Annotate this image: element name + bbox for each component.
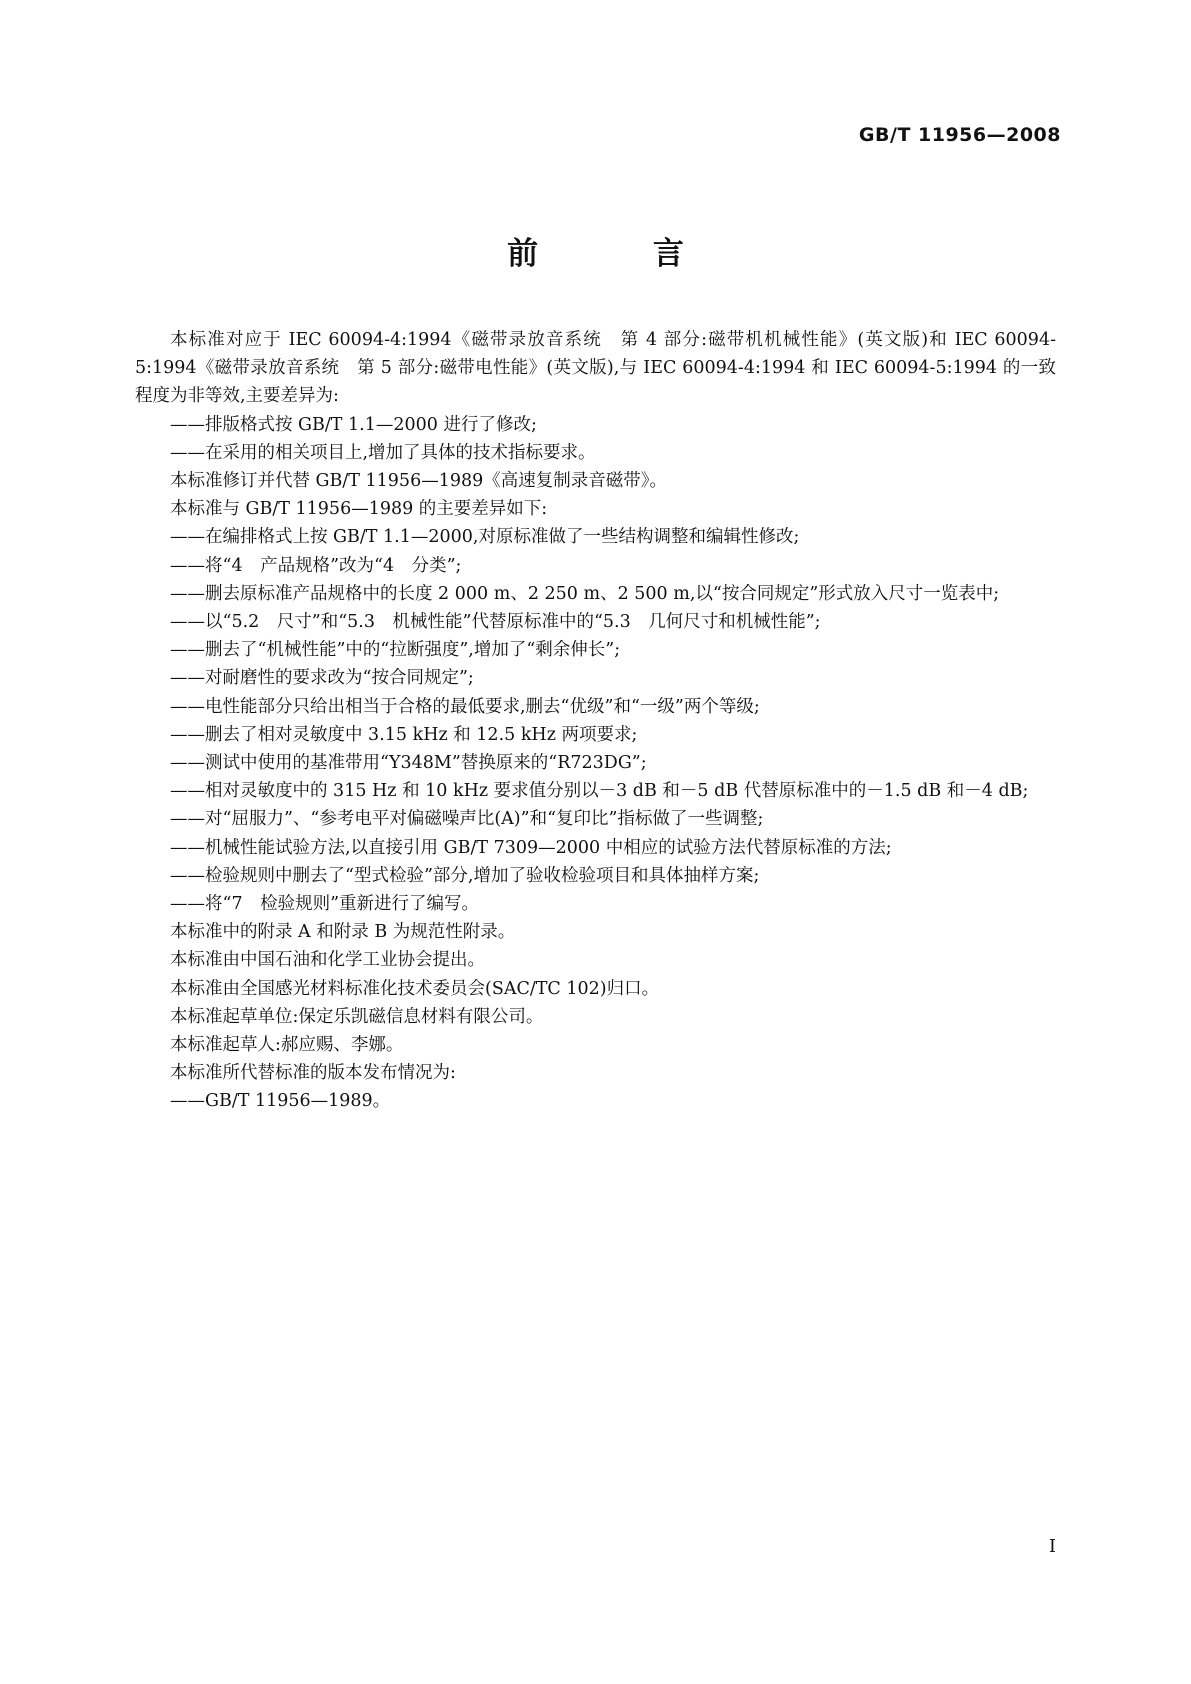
- list-item-text: 对耐磨性的要求改为“按合同规定”;: [205, 668, 474, 689]
- dash-mark: ——: [170, 724, 205, 745]
- proposer-paragraph: 本标准由中国石油和化学工业协会提出。: [170, 950, 485, 971]
- dash-mark: ——: [170, 527, 205, 548]
- list-item: [135, 523, 1056, 551]
- list-item: [135, 552, 1056, 580]
- dash-mark: ——: [170, 865, 205, 886]
- dash-mark: ——: [170, 583, 205, 604]
- list-item-text: 将“4 产品规格”改为“4 分类”;: [205, 555, 462, 576]
- dash-mark: ——: [170, 442, 205, 463]
- list-item-text: 在采用的相关项目上,增加了具体的技术指标要求。: [205, 442, 596, 463]
- dash-mark: ——: [170, 809, 205, 830]
- list-item-text: 删去了“机械性能”中的“拉断强度”,增加了“剩余伸长”;: [205, 640, 621, 661]
- list-item: [135, 1087, 1056, 1115]
- list-item: [135, 749, 1056, 777]
- dash-mark: ——: [170, 612, 205, 633]
- list-item-text: 机械性能试验方法,以直接引用 GB/T 7309—2000 中相应的试验方法代替原标准的方法;: [205, 837, 892, 858]
- dash-mark: ——: [170, 414, 205, 435]
- list-item: [135, 721, 1056, 749]
- dash-mark: ——: [170, 781, 205, 802]
- list-item-text: 删去了相对灵敏度中 3.15 kHz 和 12.5 kHz 两项要求;: [205, 724, 638, 745]
- centralized-paragraph: 本标准由全国感光材料标准化技术委员会(SAC/TC 102)归口。: [170, 978, 660, 999]
- list-item-text: GB/T 11956—1989。: [205, 1091, 391, 1112]
- replace-paragraph: 本标准修订并代替 GB/T 11956—1989《高速复制录音磁带》。: [170, 471, 667, 492]
- list-item: [135, 608, 1056, 636]
- list-item: [135, 439, 1056, 467]
- list-item: [135, 411, 1056, 439]
- list-item-text: 测试中使用的基准带用“Y348M”替换原来的“R723DG”;: [205, 753, 647, 774]
- intro-paragraph: 本标准对应于 IEC 60094-4:1994《磁带录放音系统 第 4 部分:磁带机机械性能》(英文版)和 IEC 60094-5:1994《磁带录放音系统 第 5 部分:磁带电性能》(英文版),与 IEC 60094-4:1994 和 IEC 60094-5:1994 的一致程度为非等效,主要差异为:: [135, 330, 1056, 407]
- list-item-text: 以“5.2 尺寸”和“5.3 机械性能”代替原标准中的“5.3 几何尺寸和机械性能”;: [205, 612, 821, 633]
- appendix-paragraph: 本标准中的附录 A 和附录 B 为规范性附录。: [170, 922, 516, 943]
- list-item: [135, 664, 1056, 692]
- list-item: [135, 890, 1056, 918]
- list-item-text: 将“7 检验规则”重新进行了编写。: [205, 894, 480, 915]
- dash-mark: ——: [170, 837, 205, 858]
- list-item: [135, 636, 1056, 664]
- diff-intro-paragraph: 本标准与 GB/T 11956—1989 的主要差异如下:: [170, 499, 548, 520]
- list-item-text: 在编排格式上按 GB/T 1.1—2000,对原标准做了一些结构调整和编辑性修改;: [205, 527, 800, 548]
- list-item: [135, 805, 1056, 833]
- list-item: [135, 862, 1056, 890]
- list-item: [135, 834, 1056, 862]
- list-item-text: 删去原标准产品规格中的长度 2 000 m、2 250 m、2 500 m,以“按合同规定”形式放入尺寸一览表中;: [205, 583, 1000, 604]
- list-item-text: 对“屈服力”、“参考电平对偏磁噪声比(A)”和“复印比”指标做了一些调整;: [205, 809, 764, 830]
- history-intro-paragraph: 本标准所代替标准的版本发布情况为:: [170, 1063, 456, 1084]
- dash-mark: ——: [170, 640, 205, 661]
- list-item-text: 相对灵敏度中的 315 Hz 和 10 kHz 要求值分别以－3 dB 和－5 dB 代替原标准中的－1.5 dB 和－4 dB;: [205, 781, 1029, 802]
- foreword-body: [135, 326, 1056, 1116]
- page-number: I: [1048, 1536, 1056, 1557]
- dash-mark: ——: [170, 696, 205, 717]
- list-item-text: 检验规则中删去了“型式检验”部分,增加了验收检验项目和具体抽样方案;: [205, 865, 760, 886]
- page-title: 前 言: [507, 236, 736, 272]
- list-item-text: 电性能部分只给出相当于合格的最低要求,删去“优级”和“一级”两个等级;: [205, 696, 760, 717]
- drafters-paragraph: 本标准起草人:郝应赐、李娜。: [170, 1035, 404, 1056]
- standard-number: GB/T 11956—2008: [858, 124, 1061, 146]
- dash-mark: ——: [170, 894, 205, 915]
- list-item-text: 排版格式按 GB/T 1.1—2000 进行了修改;: [205, 414, 537, 435]
- list-item: [135, 777, 1056, 805]
- list-item: [135, 580, 1056, 608]
- dash-mark: ——: [170, 753, 205, 774]
- dash-mark: ——: [170, 668, 205, 689]
- dash-mark: ——: [170, 555, 205, 576]
- drafter-unit-paragraph: 本标准起草单位:保定乐凯磁信息材料有限公司。: [170, 1006, 544, 1027]
- list-item: [135, 693, 1056, 721]
- dash-mark: ——: [170, 1091, 205, 1112]
